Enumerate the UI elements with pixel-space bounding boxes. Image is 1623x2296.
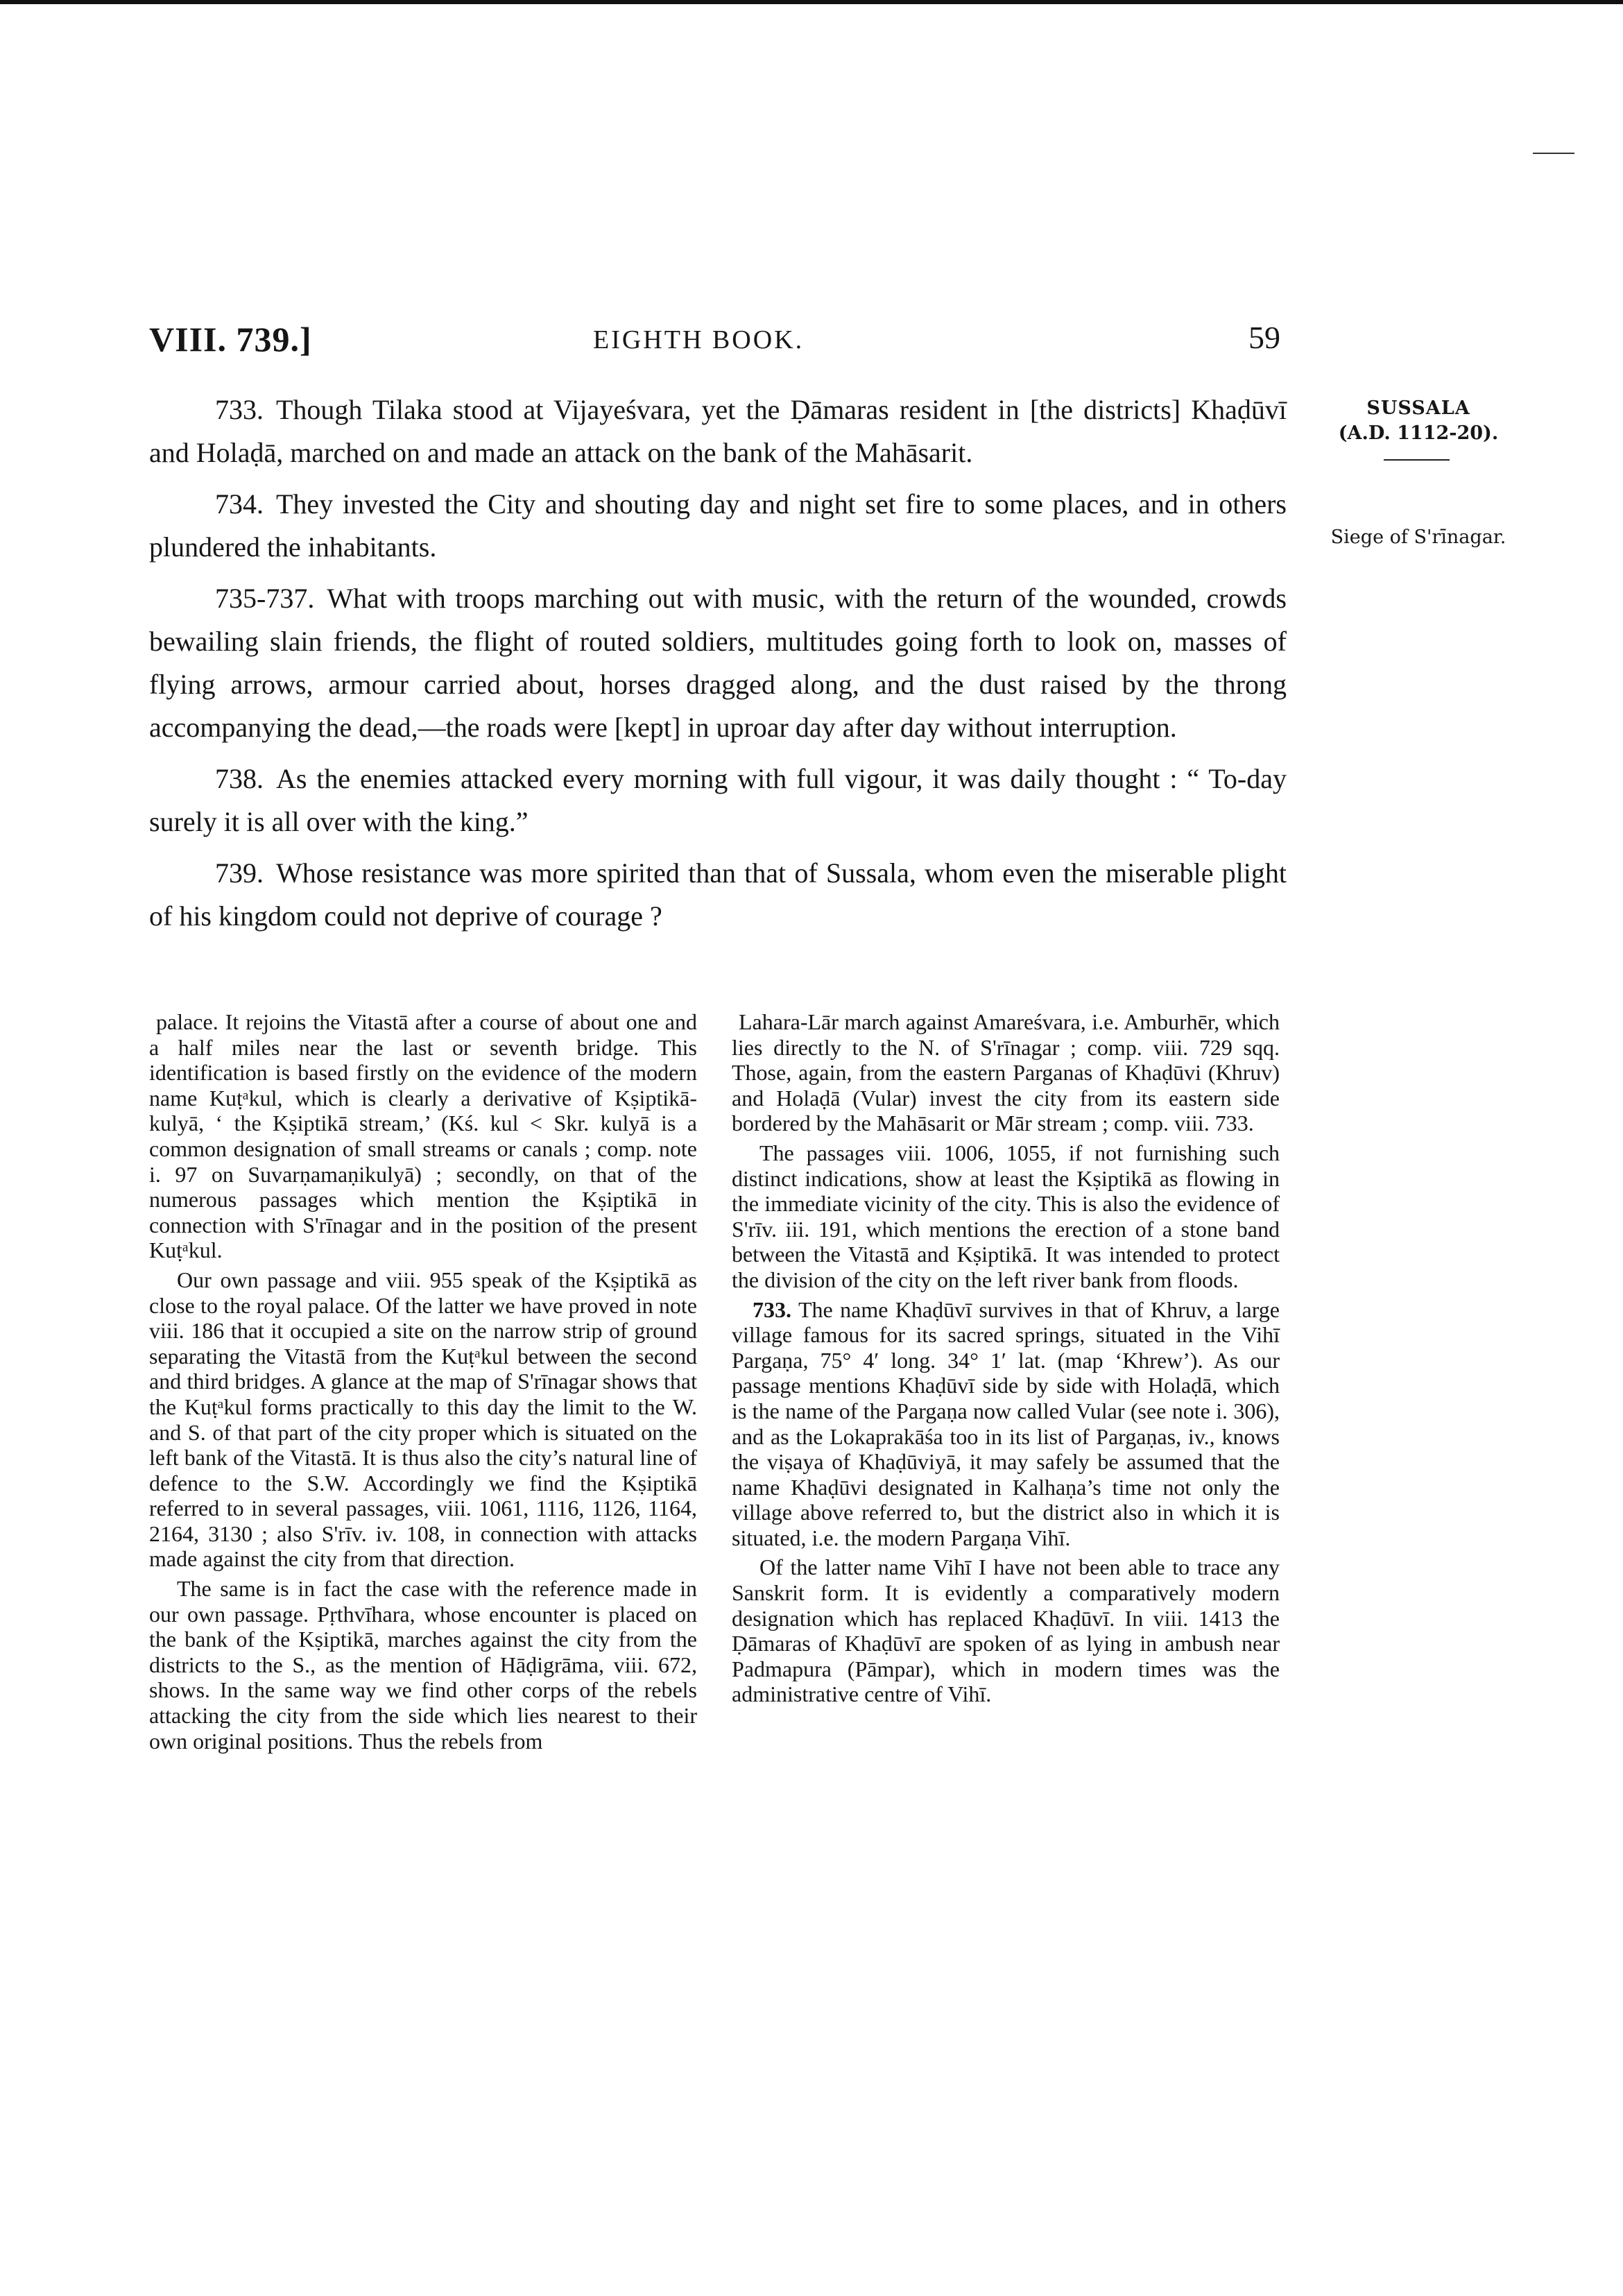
- verse-number: 739.: [215, 857, 264, 889]
- verse-text: As the enemies attacked every morning with full vigour, it was daily thought : “ To-day surely it is all over with the king.”: [149, 763, 1287, 837]
- verse-number: 738.: [215, 763, 264, 794]
- margin-note-sussala: SUSSALA: [1366, 397, 1470, 419]
- verse: [149, 388, 1287, 474]
- note-paragraph: [149, 1267, 697, 1572]
- verse-number: 735-737.: [215, 583, 315, 614]
- verse-translation: [149, 388, 1287, 946]
- margin-note-siege: Siege of S'rīnagar.: [1330, 526, 1506, 548]
- note-text: The passages viii. 1006, 1055, if not furnishing such distinct indications, show at least the Kṣiptikā as flowing in the immediate vicinity of the city. This is also the evidence of S'rīv. iii. 191, which mentions the erection of a stone band between the Vitastā and Kṣiptikā. It was intended to protect the division of the city on the left river bank from floods.: [732, 1140, 1280, 1292]
- verse: [149, 852, 1287, 938]
- note-paragraph: [732, 1140, 1280, 1293]
- note-text: Our own passage and viii. 955 speak of the Kṣiptikā as close to the royal palace. Of the latter we have proved in note viii. 186 that it occupied a site on the narrow strip of ground separating the Vitastā from the Kuṭᵃkul between the second and third bridges. A glance at the map of S'rīnagar shows that the Kuṭᵃkul forms practically to this day the limit to the W. and S. of that part of the city proper which is situated on the left bank of the Vitastā. It is thus also the city’s natural line of defence to the S.W. Accordingly we find the Kṣiptikā referred to in several passages, viii. 1061, 1116, 1126, 1164, 2164, 3130 ; also S'rīv. iv. 108, in connection with attacks made against the city from that direction.: [149, 1267, 697, 1572]
- note-paragraph: [149, 1576, 697, 1754]
- verse-number: 734.: [215, 488, 264, 520]
- verse: [149, 757, 1287, 843]
- verse-text: What with troops marching out with music, with the return of the wounded, crowds bewailing slain friends, the flight of routed soldiers, multitudes going forth to look on, masses of flying arrows, armour carried about, horses dragged along, and the dust raised by the throng accompanying the dead,—the roads were [kept] in uproar day after day without interruption.: [149, 583, 1287, 743]
- verse-text: Whose resistance was more spirited than that of Sussala, whom even the miserable plight of his kingdom could not deprive of courage ?: [149, 857, 1287, 932]
- note-text: Lahara-Lār march against Amareśvara, i.e. Amburhēr, which lies directly to the N. of S'rīnagar ; comp. viii. 729 sqq. Those, again, from the eastern Parganas of Khaḍūvi (Khruv) and Holaḍā (Vular) invest the city from its eastern side bordered by the Mahāsarit or Mār stream ; comp. viii. 733.: [732, 1009, 1280, 1136]
- page-number: 59: [1248, 320, 1280, 355]
- note-number: 733.: [753, 1296, 791, 1322]
- margin-rule: [1533, 153, 1574, 154]
- margin-note-rule: [1384, 459, 1450, 461]
- verse-text: Though Tilaka stood at Vijayeśvara, yet the Ḍāmaras resident in [the districts] Khaḍūvī and Holaḍā, marched on and made an attack on the bank of the Mahāsarit.: [149, 394, 1287, 468]
- note-text: The name Khaḍūvī survives in that of Khruv, a large village famous for its sacred springs, situated in the Vihī Pargaṇa, 75° 4′ long. 34° 1′ lat. (map ‘Khrew’). As our passage mentions Khaḍūvī side by side with Holaḍā, which is the name of the Pargaṇa now called Vular (see note i. 306), and as the Lokaprakāśa too in its list of Pargaṇas, iv., knows the viṣaya of Khaḍūviyā, it may safely be assumed that the name Khaḍūvi designated in Kalhaṇa’s time not only the village above referred to, but the district also in which it is situated, i.e. the modern Pargaṇa Vihī.: [732, 1296, 1280, 1550]
- verse: [149, 483, 1287, 569]
- book-title: EIGHTH BOOK.: [593, 325, 805, 354]
- verse: [149, 577, 1287, 749]
- section-reference: VIII. 739.]: [149, 320, 312, 359]
- note-paragraph: [732, 1297, 1280, 1551]
- note-text: Of the latter name Vihī I have not been able to trace any Sanskrit form. It is evidently a comparatively modern designation which has replaced Khaḍūvī. In viii. 1413 the Ḍāmaras of Khaḍūvī are spoken of as lying in ambush near Padmapura (Pāmpar), which in modern times was the administrative centre of Vihī.: [732, 1554, 1280, 1707]
- verse-text: They invested the City and shouting day and night set fire to some places, and in others plundered the inhabitants.: [149, 488, 1287, 563]
- note-paragraph: [732, 1554, 1280, 1707]
- note-paragraph: [732, 1009, 1280, 1136]
- notes-column-left: [149, 1009, 697, 1758]
- top-border-line: [0, 0, 1623, 4]
- note-text: palace. It rejoins the Vitastā after a course of about one and a half miles near the last or seventh bridge. This identification is based firstly on the evidence of the modern name Kuṭᵃkul, which is clearly a derivative of Kṣiptikā-kulyā, ‘ the Kṣiptikā stream,’ (Kś. kul < Skr. kulyā is a common designation of small streams or canals ; comp. note i. 97 on Suvarṇamaṇikulyā) ; secondly, on that of the numerous passages which mention the Kṣiptikā in connection with S'rīnagar and in the position of the present Kuṭᵃkul.: [149, 1009, 697, 1263]
- running-head: [0, 319, 1623, 368]
- notes-column-right: [732, 1009, 1280, 1711]
- verse-number: 733.: [215, 394, 264, 425]
- note-text: The same is in fact the case with the reference made in our own passage. Pṛthvīhara, whose encounter is placed on the bank of the Kṣiptikā, marches against the city from the districts to the S., as the mention of Hāḍigrāma, viii. 672, shows. In the same way we find other corps of the rebels attacking the city from the side which lies nearest to their own original positions. Thus the rebels from: [149, 1576, 697, 1754]
- margin-note-date: (A.D. 1112-20).: [1338, 422, 1499, 444]
- note-paragraph: [149, 1009, 697, 1263]
